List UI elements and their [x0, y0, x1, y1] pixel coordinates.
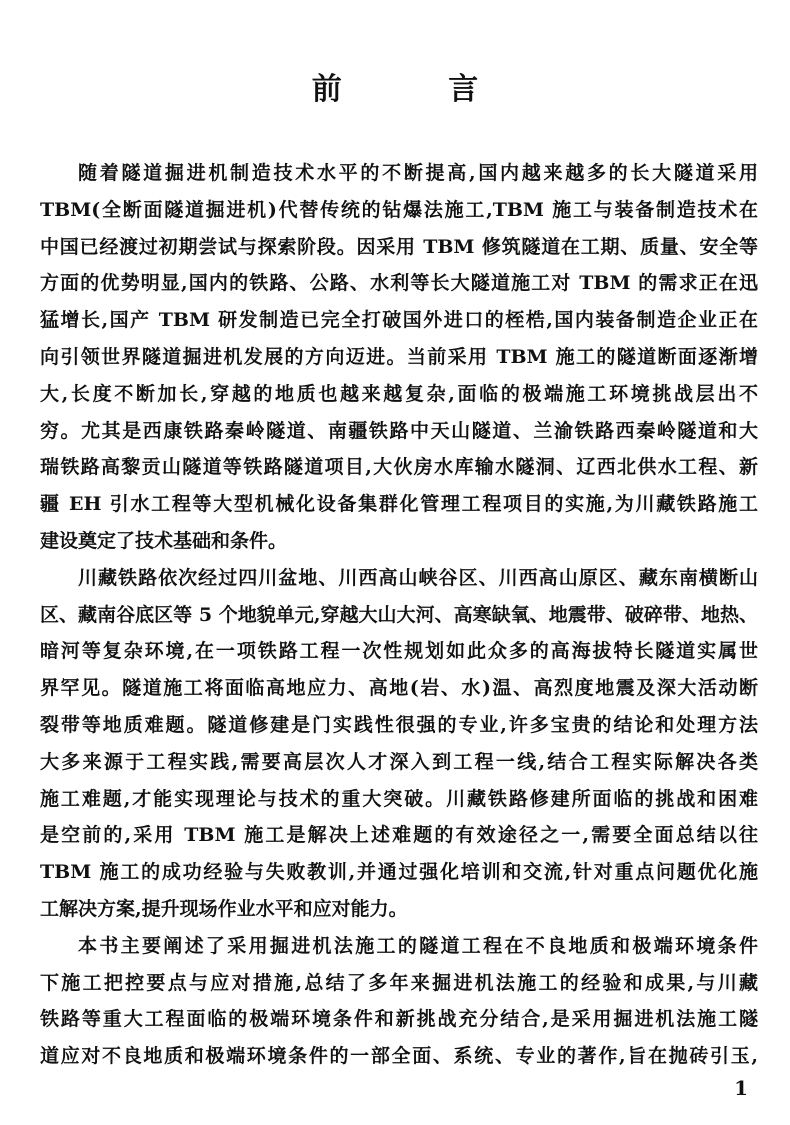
text-line: 下施工把控要点与应对措施,总结了多年来掘进机法施工的经验和成果,与川藏 — [40, 971, 758, 994]
text-line: 施工难题,才能实现理论与技术的重大突破。川藏铁路修建所面临的挑战和困难 — [40, 787, 758, 810]
body-text — [40, 155, 758, 1075]
page-title: 前 言 — [311, 72, 527, 107]
text-line: 暗河等复杂环境,在一项铁路工程一次性规划如此众多的高海拔特长隧道实属世 — [40, 640, 758, 663]
text-line: 界罕见。隧道施工将面临高地应力、高地(岩、水)温、高烈度地震及深大活动断 — [40, 677, 758, 700]
text-line: 方面的优势明显,国内的铁路、公路、水利等长大隧道施工对 TBM 的需求正在迅 — [40, 272, 758, 295]
paragraph-2 — [40, 560, 758, 928]
text-line: 穷。尤其是西康铁路秦岭隧道、南疆铁路中天山隧道、兰渝铁路西秦岭隧道和大 — [40, 419, 758, 442]
text-line: 区、藏南谷底区等 5 个地貌单元,穿越大山大河、高寒缺氧、地震带、破碎带、地热、 — [40, 603, 758, 626]
text-line: 随着隧道掘进机制造技术水平的不断提高,国内越来越多的长大隧道采用 — [78, 162, 758, 184]
page-number: 1 — [734, 1076, 748, 1100]
paragraph-1 — [40, 155, 758, 560]
text-line: 川藏铁路依次经过四川盆地、川西高山峡谷区、川西高山原区、藏东南横断山 — [78, 566, 758, 589]
text-line: 工解决方案,提升现场作业水平和应对能力。 — [40, 897, 408, 920]
text-line: 向引领世界隧道掘进机发展的方向迈进。当前采用 TBM 施工的隧道断面逐渐增 — [40, 345, 758, 368]
text-line: 大,长度不断加长,穿越的地质也越来越复杂,面临的极端施工环境挑战层出不 — [40, 382, 758, 405]
text-line: 瑞铁路高黎贡山隧道等铁路隧道项目,大伙房水库输水隧洞、辽西北供水工程、新 — [40, 456, 758, 479]
text-line: 大多来源于工程实践,需要高层次人才深入到工程一线,结合工程实际解决各类 — [40, 750, 758, 773]
text-line: 铁路等重大工程面临的极端环境条件和新挑战充分结合,是采用掘进机法施工隧 — [40, 1008, 758, 1031]
text-line: 建设奠定了技术基础和条件。 — [40, 529, 288, 552]
text-line: TBM 施工的成功经验与失败教训,并通过强化培训和交流,针对重点问题优化施 — [40, 861, 758, 884]
text-line: 是空前的,采用 TBM 施工是解决上述难题的有效途径之一,需要全面总结以往 — [40, 824, 758, 847]
text-line: TBM(全断面隧道掘进机)代替传统的钻爆法施工,TBM 施工与装备制造技术在 — [40, 198, 758, 221]
text-line: 本书主要阐述了采用掘进机法施工的隧道工程在不良地质和极端环境条件 — [78, 934, 758, 957]
text-line: 中国已经渡过初期尝试与探索阶段。因采用 TBM 修筑隧道在工期、质量、安全等 — [40, 235, 758, 258]
text-line: 裂带等地质难题。隧道修建是门实践性很强的专业,许多宝贵的结论和处理方法 — [40, 713, 758, 736]
paragraph-3 — [40, 928, 758, 1075]
text-line: 道应对不良地质和极端环境条件的一部全面、系统、专业的著作,旨在抛砖引玉, — [40, 1045, 758, 1068]
text-line: 猛增长,国产 TBM 研发制造已完全打破国外进口的桎梏,国内装备制造企业正在 — [40, 309, 758, 332]
text-line: 疆 EH 引水工程等大型机械化设备集群化管理工程项目的实施,为川藏铁路施工 — [40, 493, 758, 516]
